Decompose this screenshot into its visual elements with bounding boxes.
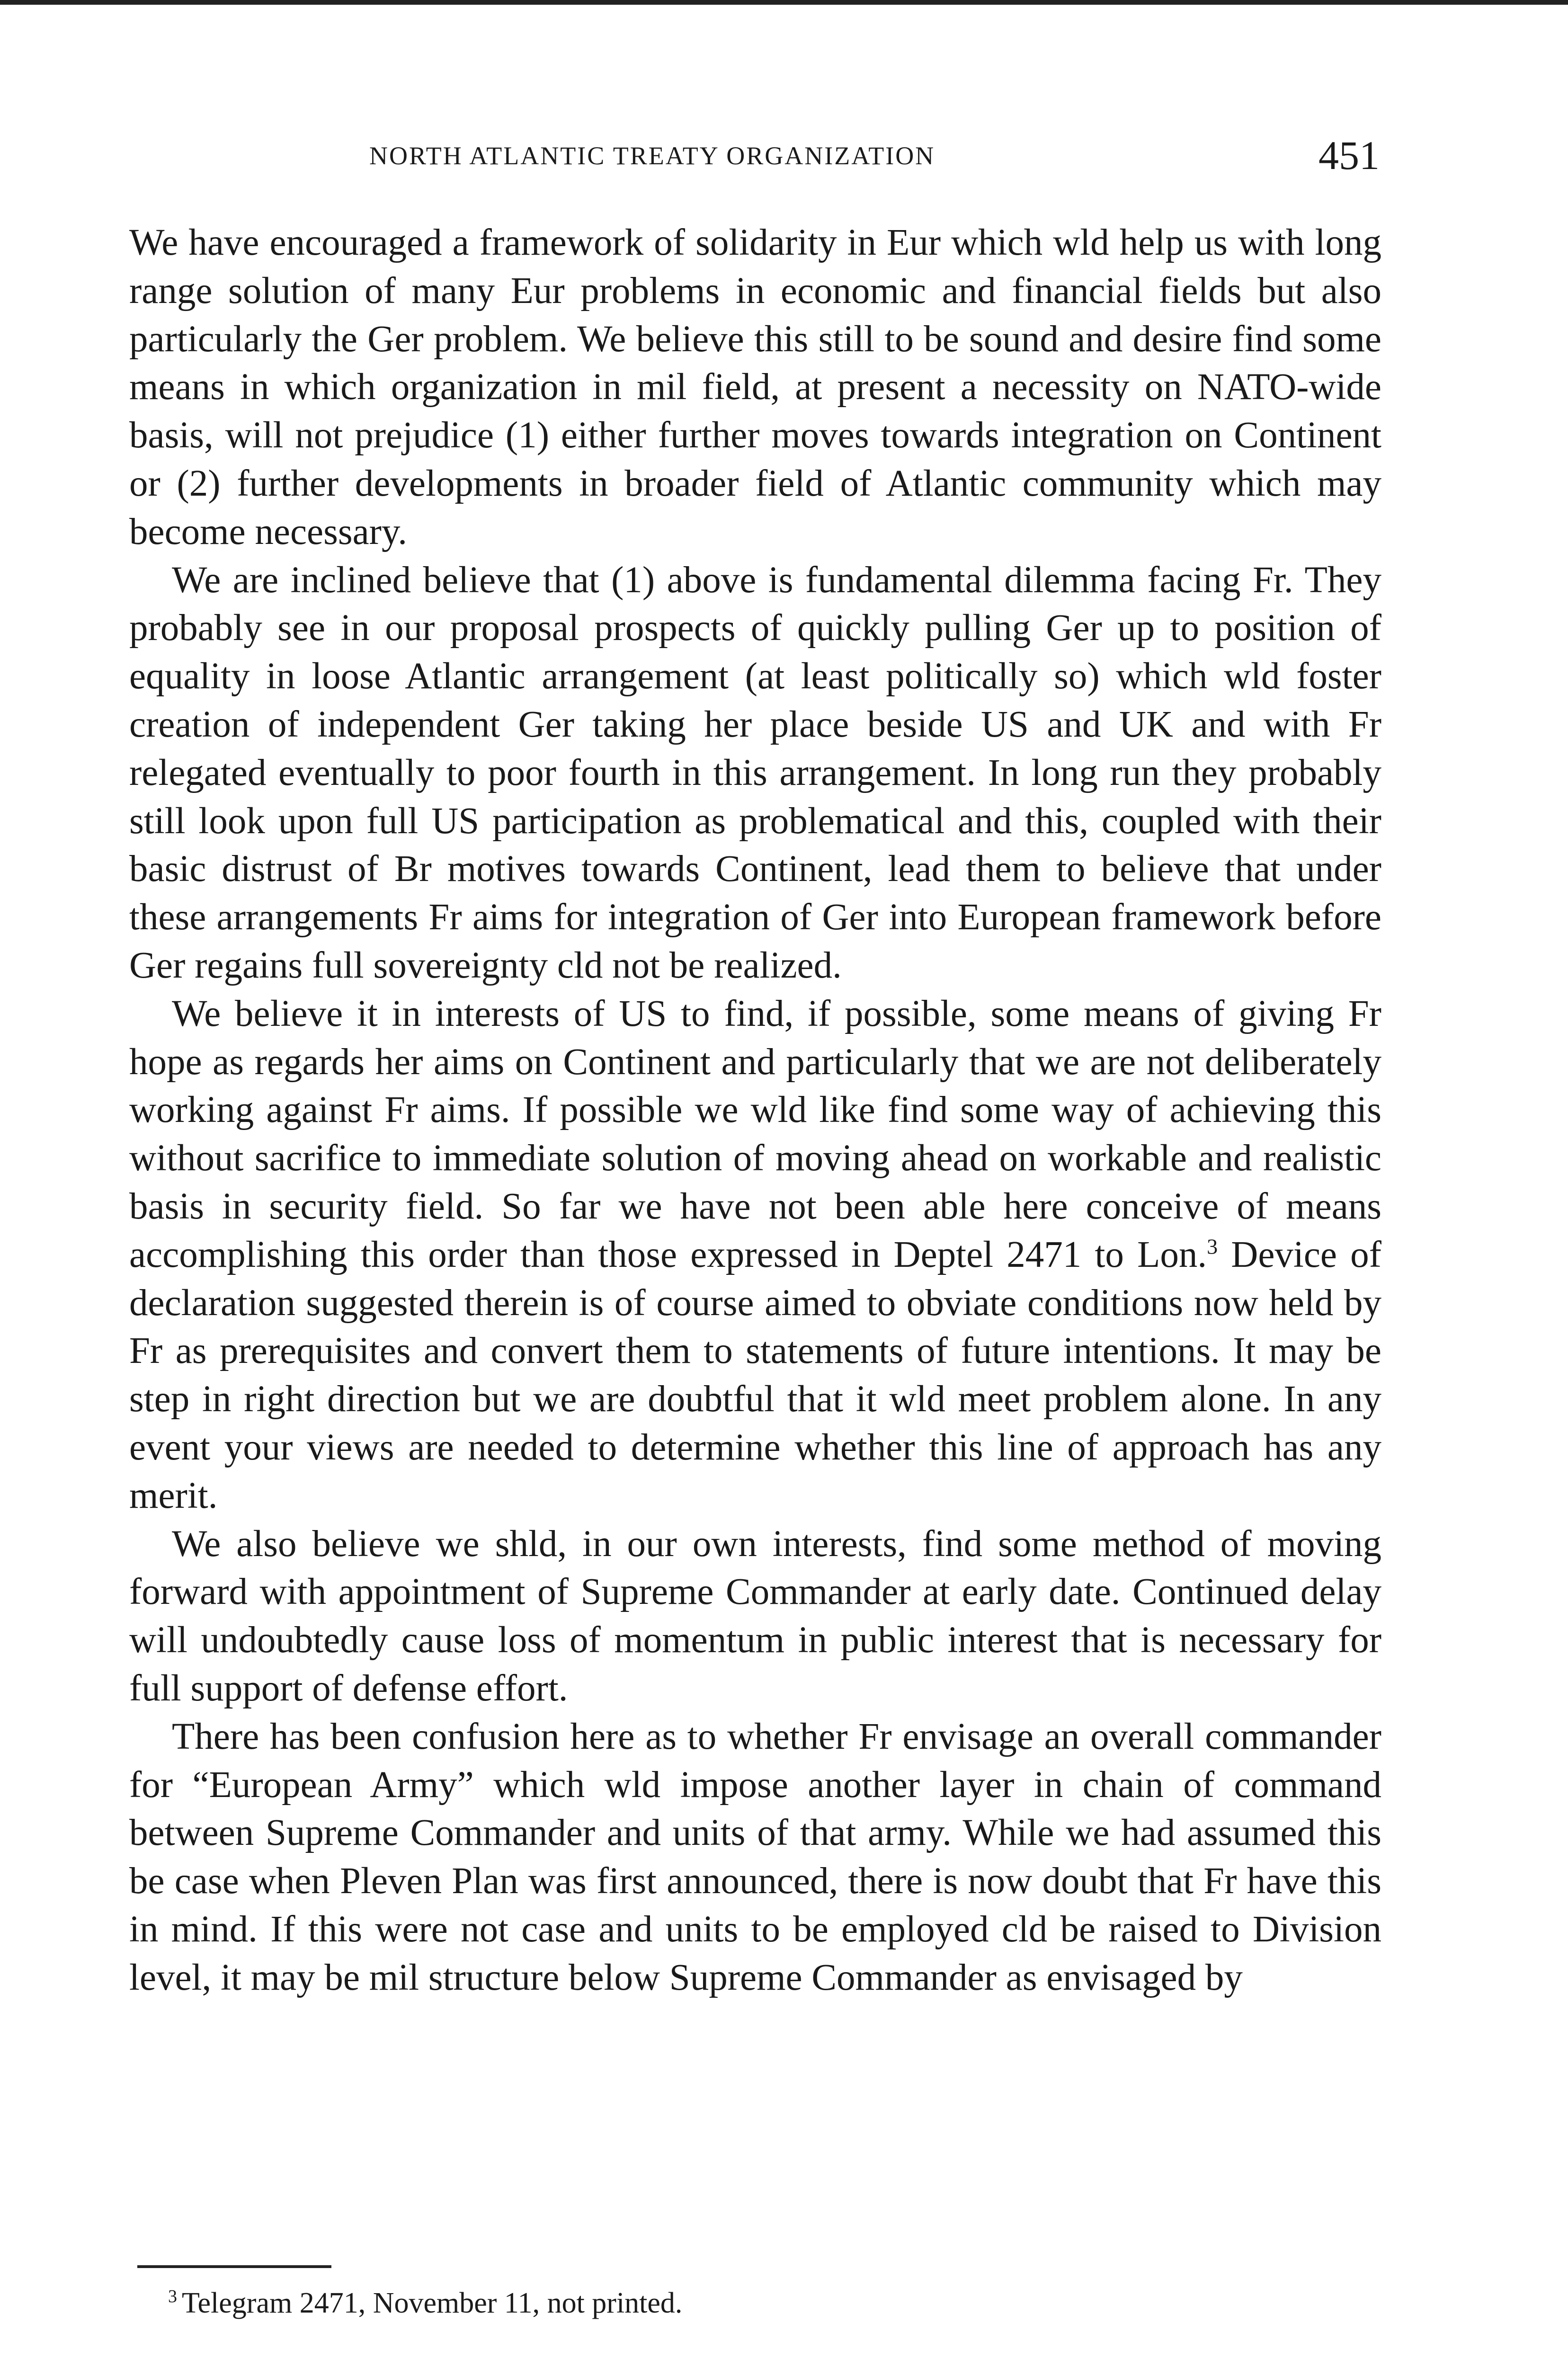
footnote-reference: 3 <box>1207 1234 1218 1259</box>
page-number: 451 <box>1319 133 1380 178</box>
paragraph-3 <box>129 990 1381 1520</box>
footnote-divider <box>137 2265 331 2268</box>
footnote <box>168 2287 682 2320</box>
paragraph-3-text-a: We believe it in interests of US to find, if possible, some means of giving Fr hope as regards her aims on Continent and particularly that we are not deliberately working against Fr aims. If possible we wld like find some way of achieving this without sacrifice to immediate solution of moving ahead on workable and realistic basis in security field. So far we have not been able here conceive of means accomplishing this order than those expressed in Deptel 2471 to Lon. <box>129 993 1381 1275</box>
top-edge-rule <box>0 0 1568 5</box>
paragraph-4: We also believe we shld, in our own interests, find some method of moving forward with appointment of Supreme Commander at early date. Continued delay will undoubtedly cause loss of momentum in public interest that is necessary for full support of defense effort. <box>129 1523 1381 1709</box>
body-text <box>129 219 1381 2002</box>
footnote-text: Telegram 2471, November 11, not printed. <box>182 2287 683 2319</box>
paragraph-1: We have encouraged a framework of solidarity in Eur which wld help us with long range solution of many Eur problems in economic and financial fields but also particularly the Ger problem. We believe this still to be sound and desire find some means in which organization in mil field, at present a necessity on NATO-wide basis, will not prejudice (1) either further moves towards integration on Continent or (2) further developments in broader field of Atlantic community which may become necessary. <box>129 222 1381 552</box>
paragraph-2: We are inclined believe that (1) above is fundamental dilemma facing Fr. They probably see in our proposal prospects of quickly pulling Ger up to position of equality in loose Atlantic arrangement (at least politically so) which wld foster creation of independent Ger taking her place beside US and UK and with Fr relegated eventually to poor fourth in this arrangement. In long run they probably still look upon full US participation as problematical and this, coupled with their basic distrust of Br motives towards Continent, lead them to believe that under these arrangements Fr aims for integration of Ger into European framework before Ger regains full sovereignty cld not be realized. <box>129 559 1381 986</box>
footnote-mark: 3 <box>168 2287 177 2307</box>
running-title: NORTH ATLANTIC TREATY ORGANIZATION <box>369 142 935 170</box>
paragraph-3-text-b: Device of declaration suggested therein is of course aimed to obviate conditions now held by Fr as prerequisites and convert them to statements of future intentions. It may be step in right direction but we are doubtful that it wld meet problem alone. In any event your views are needed to determine whether this line of approach has any merit. <box>129 1234 1381 1516</box>
paragraph-5: There has been confusion here as to whether Fr envisage an overall commander for “European Army” which wld impose another layer in chain of command between Supreme Commander and units of that army. While we had assumed this be case when Pleven Plan was first announced, there is now doubt that Fr have this in mind. If this were not case and units to be employed cld be raised to Division level, it may be mil structure below Supreme Commander as envisaged by <box>129 1716 1381 1998</box>
